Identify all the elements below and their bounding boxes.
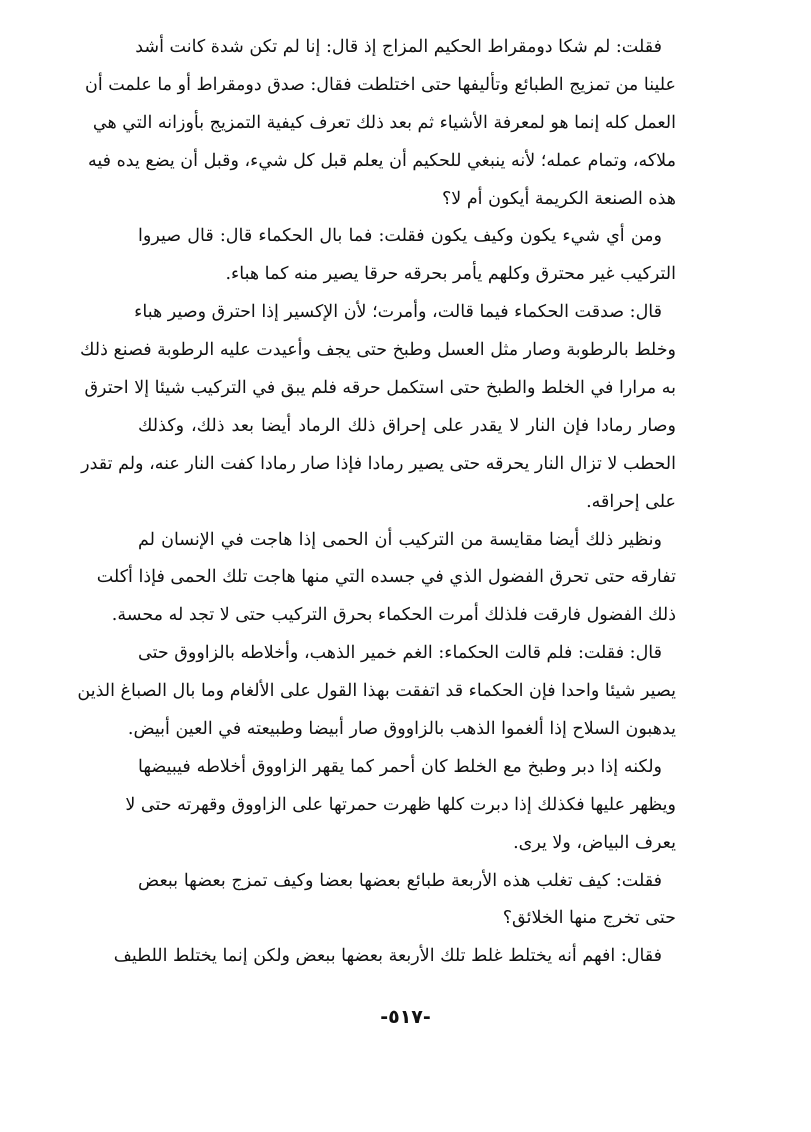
text-line: ومن أي شيء يكون وكيف يكون فقلت: فما بال الحكماء قال: قال صيروا xyxy=(138,226,662,247)
paragraph xyxy=(113,938,676,976)
paragraph xyxy=(96,522,676,636)
text-line: فقلت: لم شكا دومقراط الحكيم المزاج إذ قال: إنا لم تكن شدة كانت أشد xyxy=(135,37,662,57)
text-line: وصار رمادا فإن النار لا يقدر على إحراق ذلك الرماد أيضا بعد ذلك، وكذلك xyxy=(138,415,676,436)
text-line: يعرف البياض، ولا يرى. xyxy=(513,832,676,853)
paragraph xyxy=(138,863,676,939)
text-line: فقلت: كيف تغلب هذه الأربعة طبائع بعضها بعضا وكيف تمزج بعضها ببعض xyxy=(138,870,662,891)
text-line: يصير شيئا واحدا فإن الحكماء قد اتفقت بهذا القول على الألغام وما بال الصباغ الذين xyxy=(77,681,676,702)
paragraph xyxy=(80,294,676,521)
text-line: قال: فقلت: فلم قالت الحكماء: الغم خمير الذهب، وأخلاطه بالزاووق حتى xyxy=(138,643,662,664)
text-line: ولكنه إذا دبر وطبخ مع الخلط كان أحمر كما يقهر الزاووق أخلاطه فيبيضها xyxy=(138,756,662,777)
paragraph xyxy=(77,635,676,749)
text-line: هذه الصنعة الكريمة أيكون أم لا؟ xyxy=(441,188,676,209)
text-line: وخلط بالرطوبة وصار مثل العسل وطبخ حتى يجف وأعيدت عليه الرطوبة فصنع ذلك xyxy=(80,340,676,361)
text-line: ويظهر عليها فكذلك إذا دبرت كلها ظهرت حمرتها على الزاووق وقهرته حتى لا xyxy=(125,794,676,815)
text-line: ملاكه، وتمام عمله؛ لأنه ينبغي للحكيم أن يعلم قبل كل شيء، وقبل أن يضع يده فيه xyxy=(88,150,676,171)
text-line: قال: صدقت الحكماء فيما قالت، وأمرت؛ لأن الإكسير إذا احترق وصير هباء xyxy=(134,302,662,323)
text-line: الحطب لا تزال النار يحرقه حتى يصير رمادا فإذا صار رمادا كفت النار عنه، ولم تقدر xyxy=(81,453,676,474)
paragraph xyxy=(125,749,676,863)
text-line: التركيب غير محترق وكلهم يأمر بحرقه حرقا يصير منه كما هباء. xyxy=(225,264,676,285)
text-line: ذلك الفضول فارقت فلذلك أمرت الحكماء بحرق التركيب حتى لا تجد له محسة. xyxy=(111,605,676,626)
paragraph xyxy=(138,218,676,294)
page-number: -٥١٧- xyxy=(380,1006,431,1028)
text-line: به مرارا في الخلط والطبخ حتى استكمل حرقه فلم يبق في التركيب شيئا إلا احترق xyxy=(84,378,676,399)
text-line: علينا من تمزيج الطبائع وتأليفها حتى اختلطت فقال: صدق دومقراط أو ما علمت أن xyxy=(84,74,676,95)
text-line: ونظير ذلك أيضا مقايسة من التركيب أن الحمى إذا هاجت في الإنسان لم xyxy=(138,529,662,550)
document-body xyxy=(77,29,676,976)
text-line: حتى تخرج منها الخلائق؟ xyxy=(502,908,676,929)
text-line: العمل كله إنما هو لمعرفة الأشياء ثم بعد ذلك تعرف كيفية التمزيج بأوزانه التي هي xyxy=(92,112,676,133)
text-line: يدهبون السلاح إذا ألغموا الذهب بالزاووق صار أبيضا وطبيعته في العين أبيض. xyxy=(127,719,676,740)
paragraph xyxy=(84,29,676,218)
text-line: فقال: افهم أنه يختلط غلط تلك الأربعة بعضها ببعض ولكن إنما يختلط اللطيف xyxy=(113,946,662,967)
text-line: على إحراقه. xyxy=(586,491,676,512)
text-line: تفارقه حتى تحرق الفضول الذي في جسده التي منها هاجت تلك الحمى فإذا أكلت xyxy=(96,567,676,588)
